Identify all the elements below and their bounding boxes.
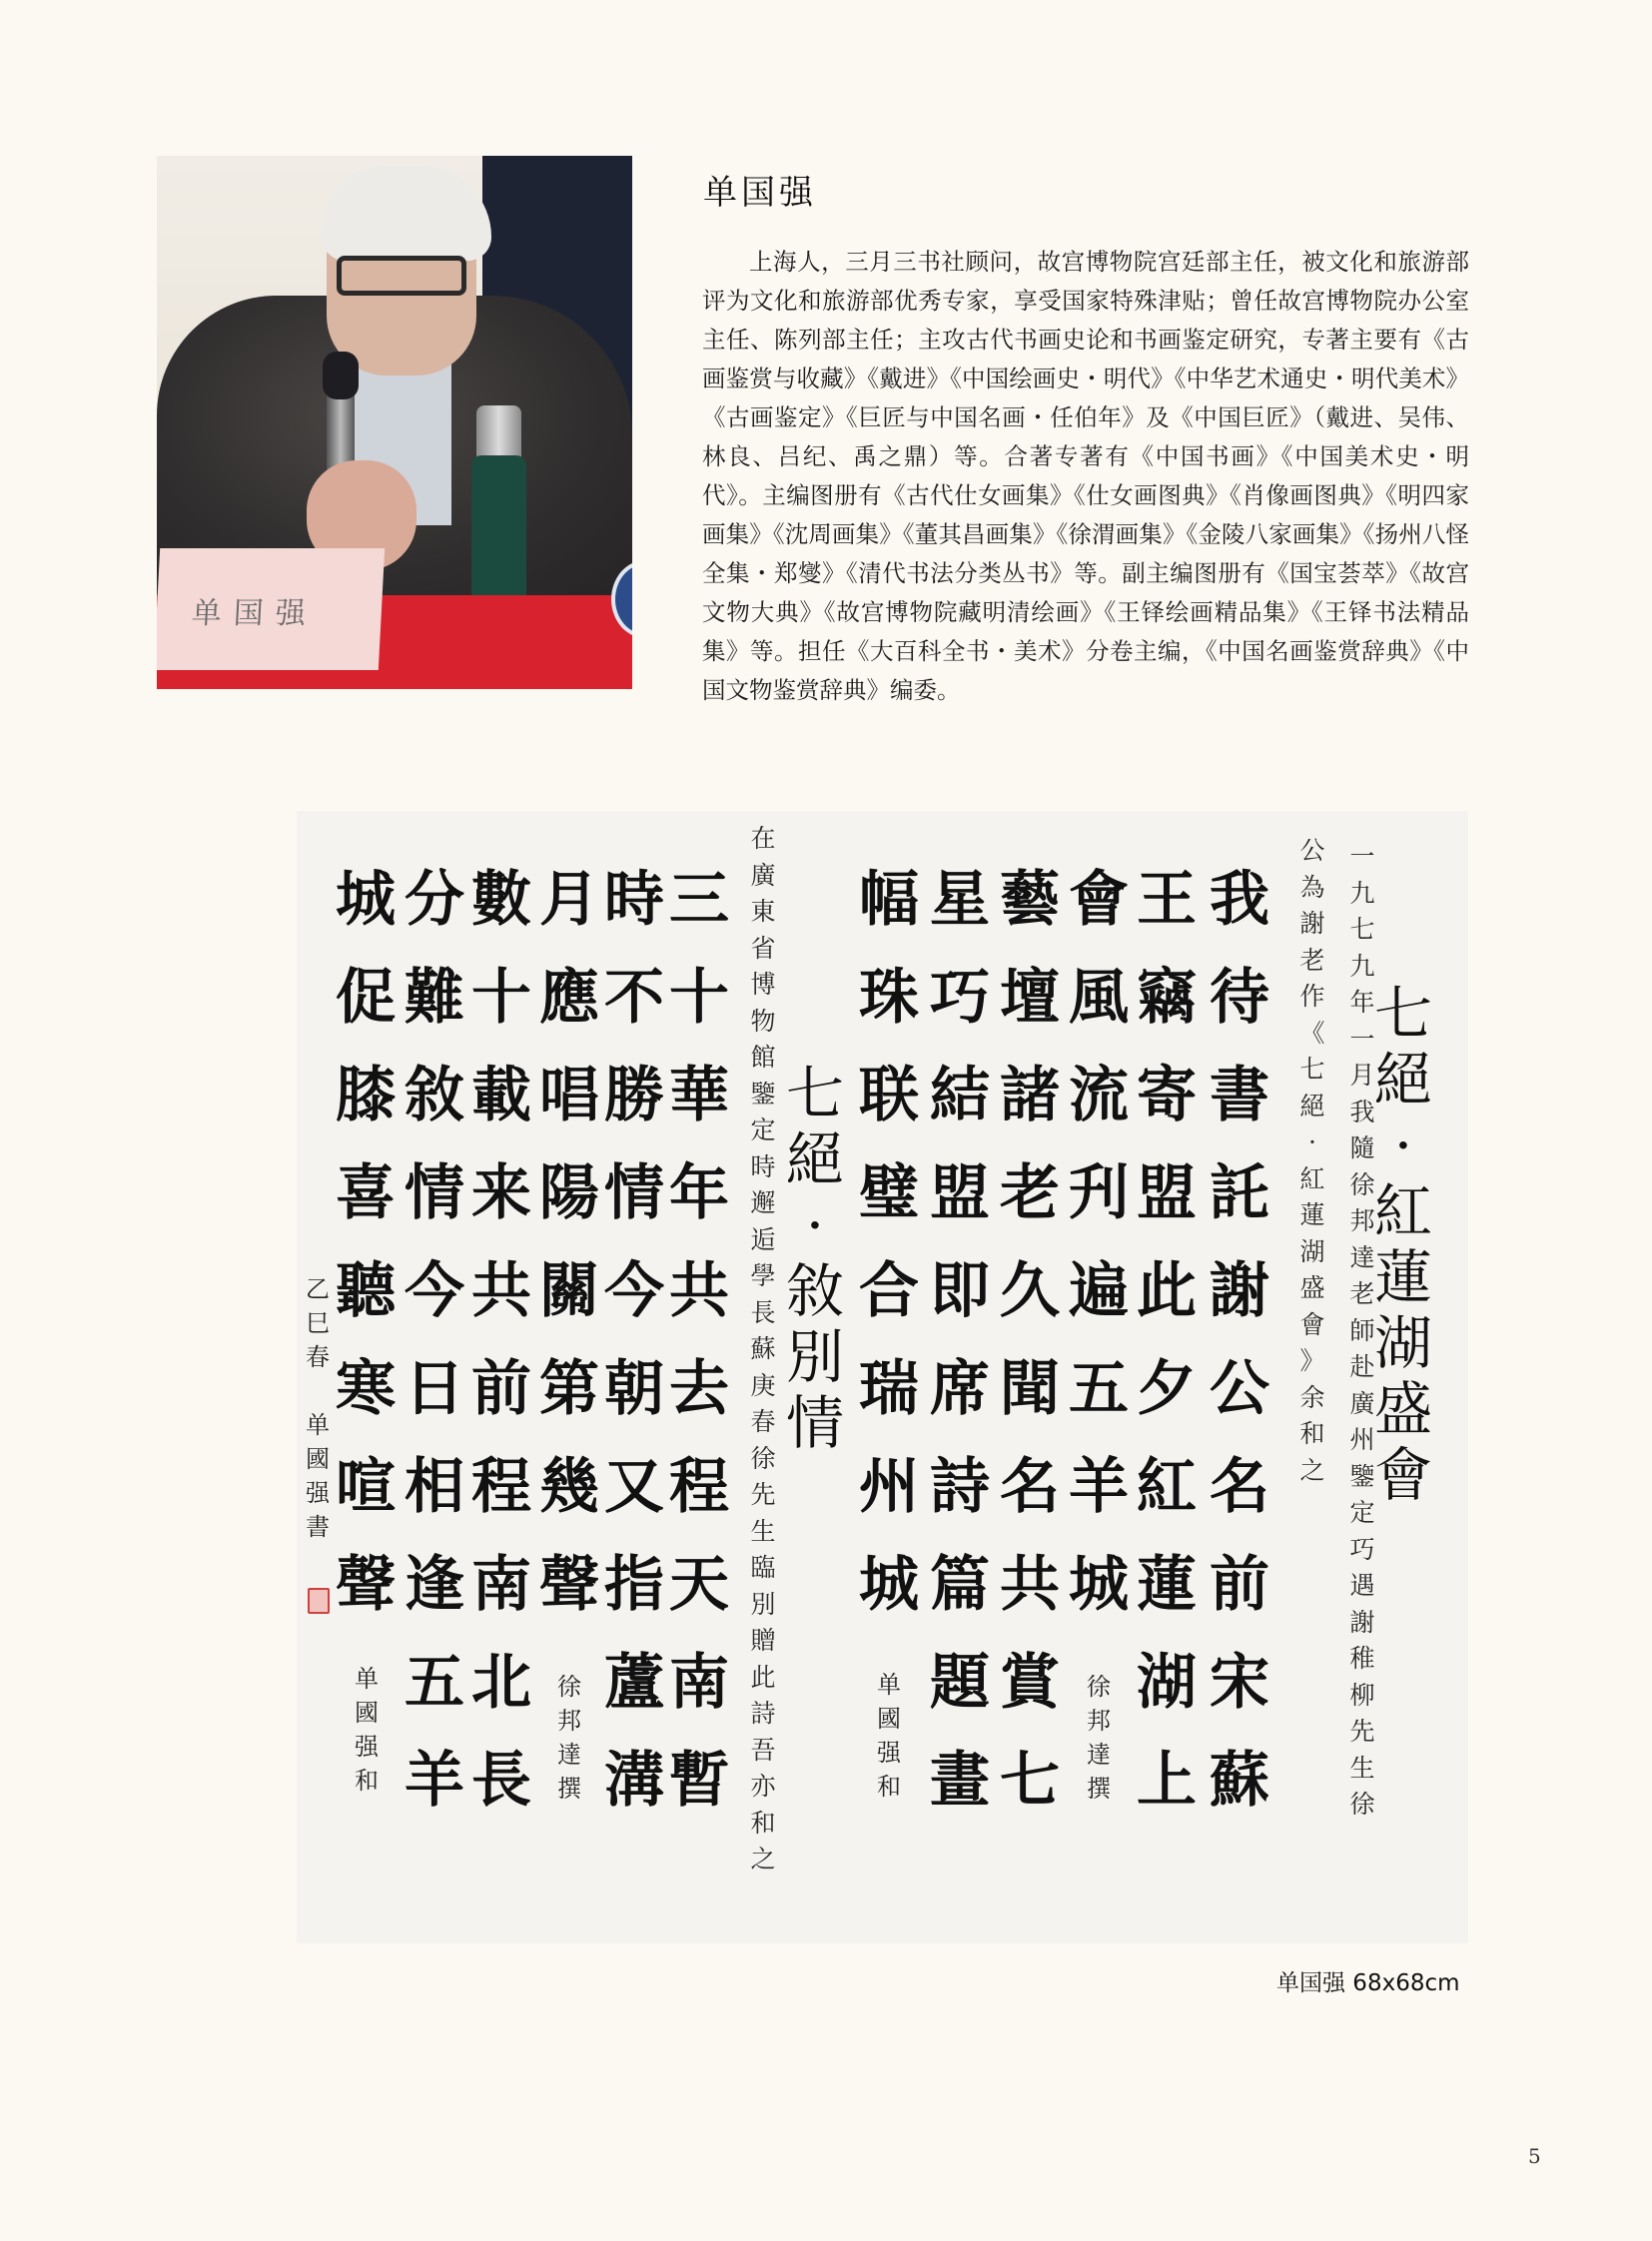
calligraphy-char: 載	[471, 1061, 531, 1130]
calligraphy-char: 老	[1349, 1279, 1375, 1308]
poem2-col-6	[335, 851, 397, 1634]
calligraphy-char: 結	[930, 1061, 990, 1130]
poem1-col-1	[1209, 851, 1270, 1830]
poem2-col-5	[404, 851, 465, 1830]
calligraphy-char: 暫	[669, 1746, 729, 1816]
calligraphy-char: 和	[877, 1773, 901, 1801]
calligraphy-char: 日	[405, 1354, 464, 1424]
calligraphy-char: 又	[604, 1452, 664, 1522]
calligraphy-char	[314, 1374, 322, 1408]
page-number: 5	[1528, 2144, 1541, 2168]
calligraphy-char: 稚	[1349, 1644, 1375, 1673]
calligraphy-char: 巧	[930, 963, 990, 1033]
calligraphy-char: 此	[1137, 1256, 1197, 1326]
calligraphy-char: 璧	[859, 1158, 919, 1228]
calligraphy-char: 數	[471, 865, 531, 935]
calligraphy-char: 敘	[405, 1061, 464, 1130]
calligraphy-char: 別	[750, 1589, 776, 1619]
calligraphy-char: 徐	[1349, 1169, 1375, 1199]
calligraphy-char: 竊	[1137, 963, 1197, 1033]
calligraphy-char: 唱	[539, 1061, 599, 1130]
calligraphy-char: 南	[471, 1550, 531, 1620]
calligraphy-char: 前	[471, 1354, 531, 1424]
calligraphy-char: 王	[1137, 865, 1197, 935]
calligraphy-char: 寄	[1137, 1061, 1197, 1130]
calligraphy-char: 程	[471, 1452, 531, 1522]
calligraphy-char: 徐	[1349, 1790, 1375, 1819]
calligraphy-char: 在	[750, 824, 776, 853]
calligraphy-char: 膝	[336, 1061, 396, 1130]
calligraphy-char: 促	[336, 963, 396, 1033]
calligraphy-char: 盟	[930, 1158, 990, 1228]
artwork-caption: 单国强 68x68cm	[1276, 1970, 1460, 1996]
calligraphy-char: 九	[1349, 951, 1375, 981]
calligraphy-char: 共	[669, 1256, 729, 1326]
calligraphy-char: 十	[669, 963, 729, 1033]
calligraphy-char: 共	[471, 1256, 531, 1326]
calligraphy-char: 此	[750, 1662, 776, 1692]
calligraphy-char: 諸	[1000, 1061, 1060, 1130]
calligraphy-char: 國	[877, 1705, 901, 1733]
calligraphy-char: 為	[1299, 872, 1325, 902]
calligraphy-char: 盟	[1137, 1158, 1197, 1228]
calligraphy-char: 指	[604, 1550, 664, 1620]
calligraphy-char: 相	[405, 1452, 464, 1522]
calligraphy-char: 单	[306, 1411, 330, 1439]
calligraphy-char: 省	[750, 933, 776, 963]
artist-bio: 上海人，三月三书社顾问，故宫博物院宫廷部主任，被文化和旅游部评为文化和旅游部优秀专家，享受国家特殊津贴；曾任故宫博物院办公室主任、陈列部主任；主攻古代书画史论和书画鉴定研究，专著主要有《古画鉴赏与收藏》《戴进》《中国绘画史・明代》《中华艺术通史・明代美术》《古画鉴定》《巨匠与中国名画・任伯年》及《中国巨匠》（戴进、吴伟、林良、吕纪、禹之鼎）等。合著专著有《中国书画》《中国美术史・明代》。主编图册有《古代仕女画集》《仕女画图典》《肖像画图典》《明四家画集》《沈周画集》《董其昌画集》《徐渭画集》《金陵八家画集》《扬州八怪全集・郑燮》《清代书法分类丛书》等。副主编图册有《国宝荟萃》《故宫文物大典》《故宫博物院藏明清绘画》《王铎绘画精品集》《王铎书法精品集》等。担任《大百科全书・美术》分卷主编，《中国名画鉴赏辞典》《中国文物鉴赏辞典》编委。	[702, 248, 1469, 704]
calligraphy-char: 今	[604, 1256, 664, 1326]
calligraphy-char: 年	[1349, 988, 1375, 1017]
calligraphy-char: 別	[785, 1323, 844, 1391]
photo-hair	[322, 166, 491, 261]
calligraphy-char: 東	[750, 897, 776, 926]
calligraphy-char: 聽	[336, 1256, 396, 1326]
calligraphy-char: 會	[1373, 1441, 1432, 1509]
calligraphy-char: 七	[1349, 915, 1375, 944]
poem2-col-2	[603, 851, 665, 1830]
calligraphy-char: 月	[539, 865, 599, 935]
calligraphy-char: 单	[355, 1665, 379, 1693]
calligraphy-char: 國	[306, 1445, 330, 1473]
poem2-author-note	[554, 1670, 584, 1806]
calligraphy-char: 珠	[859, 963, 919, 1033]
calligraphy-char: 上	[1137, 1746, 1197, 1816]
calligraphy-char: 達	[557, 1741, 581, 1769]
calligraphy-char: 達	[1087, 1741, 1111, 1769]
calligraphy-char: 關	[539, 1256, 599, 1326]
calligraphy-char: 會	[1299, 1309, 1325, 1339]
calligraphy-char: 名	[1000, 1452, 1060, 1522]
calligraphy-char: 州	[1349, 1425, 1375, 1454]
calligraphy-char: 絕	[1373, 1046, 1432, 1114]
calligraphy-char: 應	[539, 963, 599, 1033]
calligraphy-char: 博	[750, 970, 776, 999]
calligraphy-char: 亦	[750, 1772, 776, 1801]
calligraphy-char: 情	[604, 1158, 664, 1228]
calligraphy-char: 溝	[604, 1746, 664, 1816]
calligraphy-char: 紅	[1137, 1452, 1197, 1522]
calligraphy-char: 長	[750, 1297, 776, 1327]
calligraphy-char: 《	[1299, 1018, 1325, 1048]
calligraphy-char: 天	[669, 1550, 729, 1620]
poem1-preface-1	[1347, 839, 1377, 1824]
calligraphy-char: 五	[405, 1648, 464, 1718]
calligraphy-char: 前	[1210, 1550, 1269, 1620]
calligraphy-char: 逢	[405, 1550, 464, 1620]
poem1-col-4	[999, 851, 1061, 1830]
calligraphy-char: 聞	[1000, 1354, 1060, 1424]
nameplate	[157, 548, 385, 670]
calligraphy-char: 徐	[557, 1673, 581, 1701]
calligraphy-char: 朝	[604, 1354, 664, 1424]
calligraphy-char: 作	[1299, 982, 1325, 1011]
calligraphy-char: 我	[1349, 1097, 1375, 1126]
calligraphy-char: 壇	[1000, 963, 1060, 1033]
calligraphy-char: 逅	[750, 1224, 776, 1254]
calligraphy-char: 蓮	[1299, 1200, 1325, 1229]
calligraphy-char: 羊	[405, 1746, 464, 1816]
calligraphy-artwork	[297, 811, 1468, 1943]
calligraphy-char: 今	[405, 1256, 464, 1326]
calligraphy-char: 名	[1210, 1452, 1269, 1522]
calligraphy-char: 和	[355, 1767, 379, 1795]
poem2-harmony-note	[352, 1662, 382, 1798]
calligraphy-char: 待	[1210, 963, 1269, 1033]
calligraphy-char: 邦	[557, 1707, 581, 1735]
calligraphy-char: 公	[1299, 836, 1325, 865]
calligraphy-char: 謝	[1299, 909, 1325, 938]
calligraphy-char: 春	[750, 1407, 776, 1436]
calligraphy-char: 柳	[1349, 1680, 1375, 1710]
calligraphy-char: 我	[1210, 865, 1269, 935]
calligraphy-char: 藝	[1000, 865, 1060, 935]
calligraphy-char: 詩	[930, 1452, 990, 1522]
poem1-col-6	[858, 851, 920, 1634]
calligraphy-char: 强	[877, 1739, 901, 1767]
calligraphy-char: 物	[750, 1006, 776, 1036]
calligraphy-char: 生	[1349, 1753, 1375, 1783]
calligraphy-char: 寒	[336, 1354, 396, 1424]
calligraphy-char: 城	[336, 865, 396, 935]
calligraphy-char: 生	[750, 1516, 776, 1546]
calligraphy-char: 詩	[750, 1699, 776, 1728]
calligraphy-char: 不	[604, 963, 664, 1033]
calligraphy-char: 湖	[1299, 1236, 1325, 1266]
calligraphy-char: 遍	[1069, 1256, 1129, 1326]
calligraphy-char: 乙	[306, 1275, 330, 1303]
red-seal-icon	[308, 1588, 330, 1614]
calligraphy-char: 盛	[1373, 1375, 1432, 1443]
calligraphy-char: 華	[669, 1061, 729, 1130]
poem2-col-4	[470, 851, 532, 1830]
calligraphy-char: ·	[1393, 1112, 1413, 1179]
calligraphy-char: 廣	[1349, 1388, 1375, 1418]
calligraphy-char: 鑒	[1349, 1461, 1375, 1491]
calligraphy-char: 邦	[1087, 1707, 1111, 1735]
calligraphy-char: 庚	[750, 1370, 776, 1400]
calligraphy-char: 絕	[1299, 1091, 1325, 1120]
calligraphy-char: 達	[1349, 1242, 1375, 1272]
calligraphy-char: 十	[471, 963, 531, 1033]
calligraphy-char: 共	[1000, 1550, 1060, 1620]
calligraphy-char: 書	[1210, 1061, 1269, 1130]
calligraphy-char: 情	[405, 1158, 464, 1228]
poem2-col-1	[668, 851, 730, 1830]
calligraphy-char: 情	[785, 1389, 844, 1457]
calligraphy-char: 巳	[306, 1309, 330, 1337]
calligraphy-char: 紅	[1373, 1177, 1432, 1245]
calligraphy-char: 久	[1000, 1256, 1060, 1326]
calligraphy-char: 先	[1349, 1717, 1375, 1746]
calligraphy-char: 勝	[604, 1061, 664, 1130]
calligraphy-char: 風	[1069, 963, 1129, 1033]
calligraphy-char: 之	[750, 1845, 776, 1873]
artist-name: 单国强	[703, 173, 817, 213]
poem2-col-3	[538, 851, 600, 1634]
calligraphy-char: 夕	[1137, 1354, 1197, 1424]
calligraphy-char: 瑞	[859, 1354, 919, 1424]
calligraphy-char: 分	[405, 865, 464, 935]
photo-glasses	[337, 256, 466, 296]
calligraphy-char: 定	[1349, 1498, 1375, 1527]
calligraphy-char: 先	[750, 1480, 776, 1509]
calligraphy-char: 一	[1349, 1024, 1375, 1054]
poem1-preface-2	[1297, 833, 1327, 1489]
calligraphy-char: 七	[1000, 1746, 1060, 1816]
calligraphy-char: 星	[930, 865, 990, 935]
calligraphy-char: 篇	[930, 1550, 990, 1620]
calligraphy-char: 撰	[1087, 1775, 1111, 1803]
calligraphy-char: 敘	[785, 1257, 844, 1325]
calligraphy-char: 蘇	[750, 1334, 776, 1363]
calligraphy-char: 城	[859, 1550, 919, 1620]
calligraphy-char: ·	[805, 1191, 825, 1259]
calligraphy-char: 年	[669, 1158, 729, 1228]
calligraphy-char: 蓮	[1373, 1243, 1432, 1311]
calligraphy-char: 老	[1299, 945, 1325, 975]
calligraphy-char: 九	[1349, 878, 1375, 908]
calligraphy-char: 幾	[539, 1452, 599, 1522]
calligraphy-char: 即	[930, 1256, 990, 1326]
calligraphy-char: 師	[1349, 1315, 1375, 1345]
calligraphy-char: 鑒	[750, 1079, 776, 1109]
calligraphy-char: 會	[1069, 865, 1129, 935]
calligraphy-char: 程	[669, 1452, 729, 1522]
calligraphy-char: 謝	[1349, 1607, 1375, 1637]
calligraphy-char: 公	[1210, 1354, 1269, 1424]
calligraphy-char: 難	[405, 963, 464, 1033]
calligraphy-char: 賞	[1000, 1648, 1060, 1718]
poem1-author-note	[1084, 1670, 1114, 1806]
calligraphy-char: 時	[750, 1151, 776, 1181]
calligraphy-char: 陽	[539, 1158, 599, 1228]
calligraphy-char: 老	[1000, 1158, 1060, 1228]
calligraphy-char: 邂	[750, 1188, 776, 1217]
calligraphy-char: 定	[750, 1116, 776, 1144]
calligraphy-char: 月	[1349, 1061, 1375, 1090]
calligraphy-char: 徐	[1087, 1673, 1111, 1701]
calligraphy-char: 書	[306, 1513, 330, 1541]
calligraphy-char: 謝	[1210, 1256, 1269, 1326]
calligraphy-char: 國	[355, 1699, 379, 1727]
calligraphy-char: 絕	[785, 1125, 844, 1193]
calligraphy-char: 喜	[336, 1158, 396, 1228]
calligraphy-char: 學	[750, 1261, 776, 1290]
calligraphy-char: 廣	[750, 860, 776, 890]
calligraphy-char: 湖	[1137, 1648, 1197, 1718]
calligraphy-char: 隨	[1349, 1133, 1375, 1162]
calligraphy-char: 和	[1299, 1419, 1325, 1448]
poem1-col-2	[1136, 851, 1198, 1830]
calligraphy-char: 撰	[557, 1775, 581, 1803]
calligraphy-char: 徐	[750, 1443, 776, 1473]
calligraphy-char: 第	[539, 1354, 599, 1424]
calligraphy-char: 宋	[1210, 1648, 1269, 1718]
calligraphy-char: 春	[306, 1343, 330, 1371]
calligraphy-char: 長	[471, 1746, 531, 1816]
poem1-col-3	[1068, 851, 1130, 1634]
calligraphy-char: 臨	[750, 1553, 776, 1582]
calligraphy-char: 聲	[539, 1550, 599, 1620]
calligraphy-char: 合	[859, 1256, 919, 1326]
poem2-preface	[748, 821, 778, 1878]
microphone-head	[323, 352, 359, 399]
calligraphy-char: 强	[306, 1479, 330, 1507]
calligraphy-char: 七	[1373, 980, 1432, 1048]
calligraphy-char: 单	[877, 1671, 901, 1699]
calligraphy-char: 紅	[1299, 1163, 1325, 1193]
calligraphy-char: 席	[930, 1354, 990, 1424]
calligraphy-char: 一	[1349, 842, 1375, 871]
calligraphy-char: 联	[859, 1061, 919, 1130]
calligraphy-char: 羊	[1069, 1452, 1129, 1522]
calligraphy-char: 流	[1069, 1061, 1129, 1130]
calligraphy-char: 北	[471, 1648, 531, 1718]
calligraphy-char: 五	[1069, 1354, 1129, 1424]
calligraphy-char: 盛	[1299, 1273, 1325, 1302]
calligraphy-char: 州	[859, 1452, 919, 1522]
calligraphy-char: 聲	[336, 1550, 396, 1620]
calligraphy-char: 遇	[1349, 1571, 1375, 1600]
poem1-title	[1372, 981, 1434, 1508]
calligraphy-char: 余	[1299, 1382, 1325, 1412]
poem2-title	[784, 1061, 846, 1456]
calligraphy-char: 吾	[750, 1735, 776, 1765]
artist-photo	[157, 156, 632, 689]
calligraphy-char: 託	[1210, 1158, 1269, 1228]
calligraphy-char: 刋	[1069, 1158, 1129, 1228]
calligraphy-char: 蘆	[604, 1648, 664, 1718]
calligraphy-char: 蓮	[1137, 1550, 1197, 1620]
calligraphy-char: 時	[604, 865, 664, 935]
calligraphy-char: 》	[1299, 1346, 1325, 1375]
calligraphy-char: 題	[930, 1648, 990, 1718]
calligraphy-char: 南	[669, 1648, 729, 1718]
calligraphy-char: 七	[785, 1060, 844, 1127]
calligraphy-char: 三	[669, 865, 729, 935]
calligraphy-char: 館	[750, 1043, 776, 1072]
calligraphy-char: 和	[750, 1808, 776, 1838]
bottle-cap	[476, 405, 521, 460]
poem1-col-5	[929, 851, 991, 1830]
calligraphy-char: 去	[669, 1354, 729, 1424]
calligraphy-char: 城	[1069, 1550, 1129, 1620]
calligraphy-char: 巧	[1349, 1534, 1375, 1564]
calligraphy-char: 之	[1299, 1455, 1325, 1485]
calligraphy-char: 幅	[859, 865, 919, 935]
calligraphy-char: 邦	[1349, 1206, 1375, 1235]
calligraphy-char: 喧	[336, 1452, 396, 1522]
calligraphy-char: 湖	[1373, 1309, 1432, 1377]
poem1-harmony-note	[874, 1668, 904, 1804]
calligraphy-char: 贈	[750, 1626, 776, 1655]
calligraphy-char: 来	[471, 1158, 531, 1228]
artist-signature	[303, 1272, 333, 1544]
calligraphy-char: 赴	[1349, 1352, 1375, 1381]
nameplate-text: 单国强	[190, 596, 319, 631]
calligraphy-char: ·	[1308, 1127, 1316, 1156]
calligraphy-char: 强	[355, 1733, 379, 1761]
calligraphy-char: 畫	[930, 1746, 990, 1816]
calligraphy-char: 蘇	[1210, 1746, 1269, 1816]
calligraphy-char: 七	[1299, 1055, 1325, 1084]
